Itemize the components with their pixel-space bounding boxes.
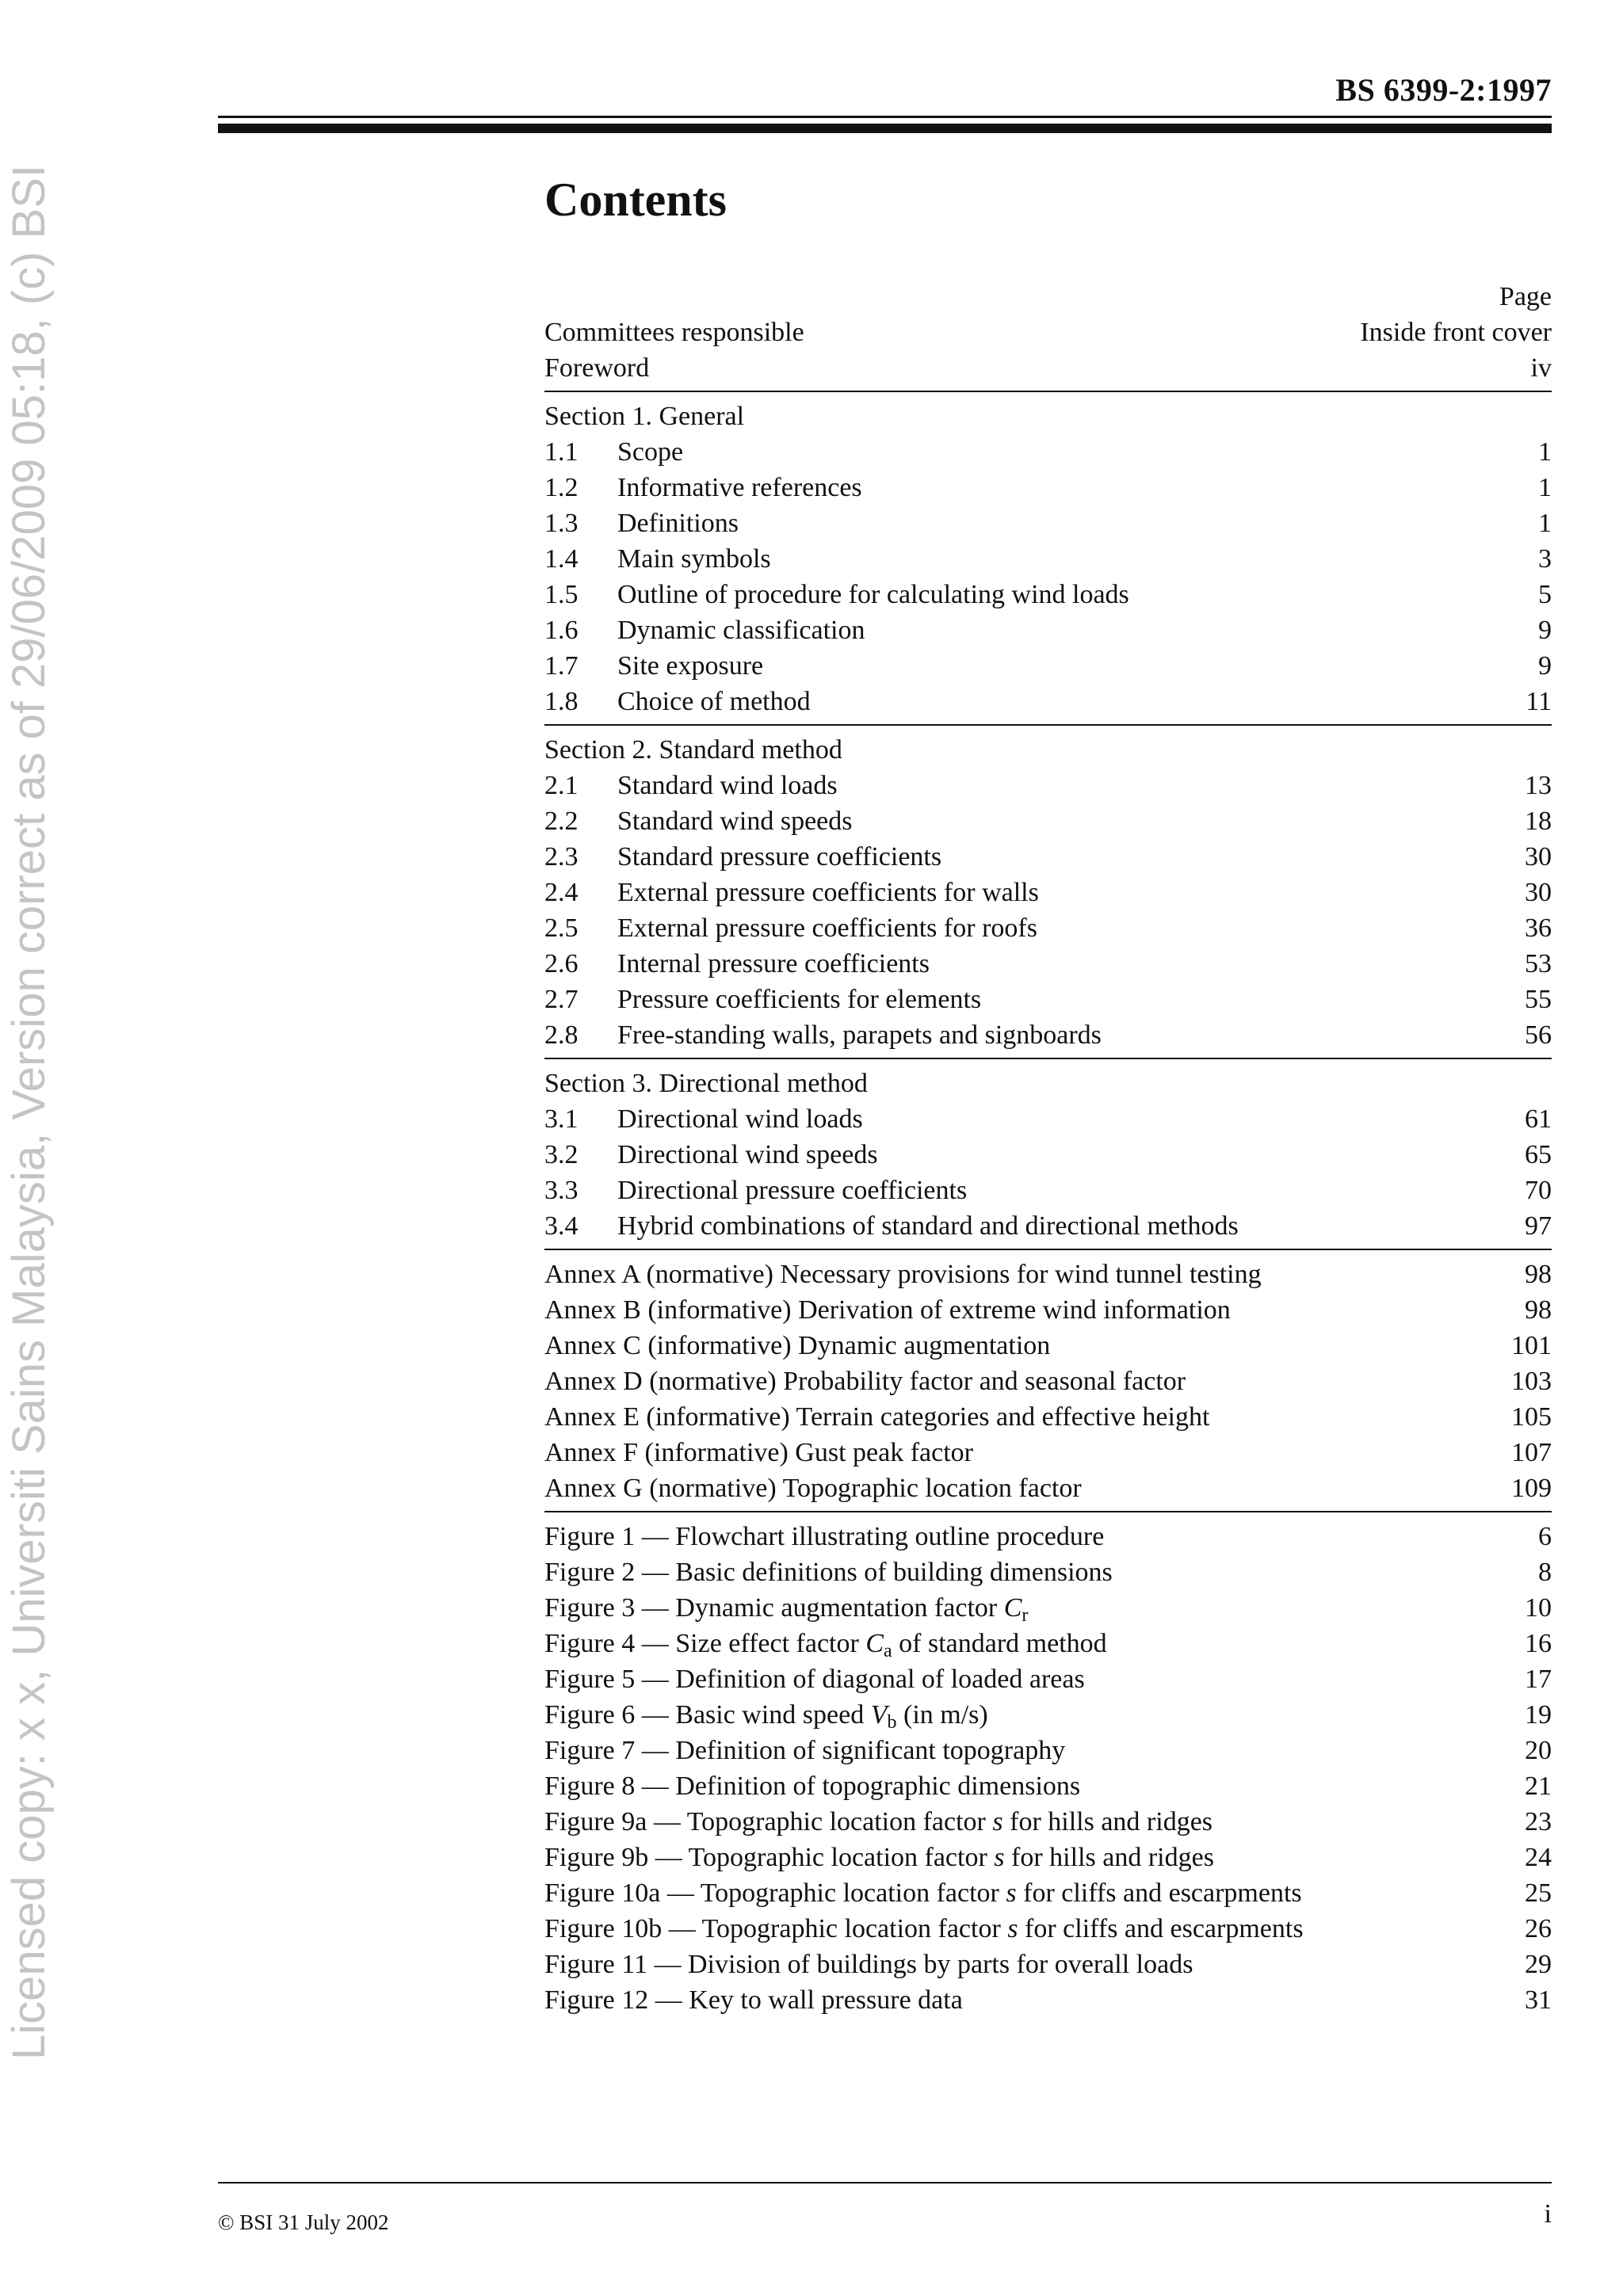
figure-title-text: Figure 4 — Size effect factor [544,1629,866,1658]
toc-entry-left [544,982,981,1017]
figure-entry-title: Figure 2 — Basic definitions of building dimensions [544,1558,1113,1587]
figure-entry-title [544,1911,1304,1947]
toc-entry[interactable] [544,434,1552,470]
toc-entry[interactable] [544,982,1552,1017]
figure-entry-title: Figure 5 — Definition of diagonal of loaded areas [544,1665,1085,1694]
toc-entry-title: Standard wind loads [617,771,838,800]
toc-entry-title: Committees responsible [544,318,804,347]
figure-title-text: Figure 3 — Dynamic augmentation factor [544,1593,1004,1623]
figure-entry[interactable] [544,1911,1552,1947]
toc-entry[interactable] [544,946,1552,982]
figure-entry-title: Figure 7 — Definition of significant topography [544,1736,1066,1765]
figure-entry-page: 21 [1525,1772,1552,1801]
math-subscript: a [884,1641,892,1661]
figure-entry-title [544,1590,1028,1626]
annex-entry-title: Annex E (informative) Terrain categories and effective height [544,1402,1210,1432]
toc-entry-number: 1.5 [544,580,579,609]
toc-entry-title: Internal pressure coefficients [617,949,930,978]
figure-entry[interactable] [544,1982,1552,2018]
document-code: BS 6399-2:1997 [1335,72,1552,108]
toc-entry-page: 53 [1525,949,1552,978]
toc-entry-left [544,839,941,875]
toc-entry[interactable] [544,541,1552,577]
figure-entry-title: Figure 8 — Definition of topographic dimensions [544,1772,1081,1801]
toc-entry-number: 2.6 [544,949,579,978]
toc-entry-number: 2.2 [544,807,579,836]
toc-entry[interactable] [544,470,1552,505]
toc-entry-number: 2.4 [544,878,579,907]
header-rule-thin [218,116,1552,118]
annex-entry-title: Annex F (informative) Gust peak factor [544,1438,973,1467]
figure-entry[interactable] [544,1804,1552,1840]
toc-entry[interactable] [544,1101,1552,1137]
toc-entry[interactable] [544,1173,1552,1208]
math-symbol: C [865,1629,884,1658]
toc-entry-number: 1.1 [544,437,579,467]
toc-entry-number: 3.1 [544,1104,579,1134]
toc-entry[interactable] [544,315,1552,350]
section-heading[interactable] [544,399,1552,434]
figure-title-text: Figure 10b — Topographic location factor [544,1914,1008,1943]
toc-entry-left [544,803,853,839]
figure-entry[interactable] [544,1947,1552,1982]
toc-entry-page: 1 [1538,437,1552,467]
math-subscript: r [1022,1605,1029,1626]
figure-entry-title: Figure 12 — Key to wall pressure data [544,1985,963,2015]
figure-entry-title: Figure 1 — Flowchart illustrating outline procedure [544,1522,1105,1551]
annex-entry-page: 98 [1525,1295,1552,1325]
toc-entry[interactable] [544,1137,1552,1173]
toc-entry-title: Standard pressure coefficients [617,842,942,871]
toc-entry-page: iv [1530,353,1552,383]
footer-page-number: i [1544,2199,1552,2229]
toc-entry-page: 13 [1525,771,1552,800]
figure-entry-page: 10 [1525,1593,1552,1623]
toc-entry-number: 1.8 [544,687,579,716]
toc-entry-title: Pressure coefficients for elements [617,985,982,1014]
figure-entry-page: 6 [1538,1522,1552,1551]
figure-title-text: for cliffs and escarpments [1016,1878,1302,1908]
annex-entry-page: 98 [1525,1260,1552,1289]
page-column-label-row [544,279,1552,315]
toc-entry[interactable] [544,910,1552,946]
toc-entry-page: 30 [1525,842,1552,871]
figure-title-text: Figure 9a — Topographic location factor [544,1807,993,1836]
figure-entry[interactable] [544,1733,1552,1768]
figure-title-text: for hills and ridges [1004,1843,1214,1872]
figure-title-text: for cliffs and escarpments [1018,1914,1304,1943]
toc-entry-title: Choice of method [617,687,811,716]
figure-title-text: for hills and ridges [1002,1807,1213,1836]
toc-entry-title: Standard wind speeds [617,807,853,836]
section-heading-label: Section 3. Directional method [544,1069,868,1098]
figure-entry-page: 31 [1525,1985,1552,2015]
figure-entry-page: 24 [1525,1843,1552,1872]
toc-entry-page: 36 [1525,913,1552,943]
figure-entry-page: 26 [1525,1914,1552,1943]
toc-entry-title: Informative references [617,473,862,502]
toc-entry-page: 9 [1538,651,1552,681]
figure-title-text: Figure 10a — Topographic location factor [544,1878,1006,1908]
toc-entry-page: 3 [1538,544,1552,574]
annex-entry[interactable] [544,1257,1552,1292]
figure-title-text: Figure 6 — Basic wind speed [544,1700,871,1730]
figure-entry[interactable] [544,1626,1552,1661]
toc-entry-page: 61 [1525,1104,1552,1134]
figure-entry[interactable] [544,1590,1552,1626]
annex-entry[interactable] [544,1328,1552,1363]
toc-entry[interactable] [544,839,1552,875]
math-subscript: b [887,1712,897,1733]
toc-entry-left [544,946,930,982]
figure-entry-title: Figure 11 — Division of buildings by parts for overall loads [544,1950,1193,1979]
toc-entry-title: Hybrid combinations of standard and directional methods [617,1211,1239,1241]
figure-entry-title [544,1804,1212,1840]
annex-entry[interactable] [544,1399,1552,1435]
toc-entry-page: 1 [1538,509,1552,538]
annex-block [544,1249,1552,1506]
toc-entry[interactable] [544,1208,1552,1244]
figure-entry[interactable] [544,1840,1552,1875]
toc-entry-page: 11 [1526,687,1552,716]
annex-entry[interactable] [544,1363,1552,1399]
annex-entry-title: Annex A (normative) Necessary provisions for wind tunnel testing [544,1260,1262,1289]
figure-entry[interactable] [544,1661,1552,1697]
toc-entry-title: Directional wind loads [617,1104,863,1134]
figure-entry-title [544,1697,988,1733]
section-block [544,1058,1552,1244]
figure-entry-title [544,1875,1302,1911]
toc-entry-page: 9 [1538,616,1552,645]
toc-entry-left [544,1101,863,1137]
toc-entry-left [544,541,771,577]
figure-entry-page: 8 [1538,1558,1552,1587]
annex-entry-title: Annex C (informative) Dynamic augmentation [544,1331,1051,1360]
toc-entry[interactable] [544,768,1552,803]
annex-entry[interactable] [544,1435,1552,1470]
toc-entry-page: 5 [1538,580,1552,609]
math-symbol: s [1006,1878,1017,1908]
toc-entry-page: 30 [1525,878,1552,907]
toc-entry-left [544,470,862,505]
section-block [544,724,1552,1053]
toc-entry-left [544,1208,1239,1244]
figure-block [544,1511,1552,2018]
toc-entry[interactable] [544,648,1552,684]
toc-entry-title: Directional wind speeds [617,1140,878,1169]
toc-entry-number: 1.7 [544,651,579,681]
front-matter-block [544,315,1552,386]
section-heading-label: Section 2. Standard method [544,735,842,765]
toc-entry-title: Foreword [544,353,650,383]
toc-entry-page: 55 [1525,985,1552,1014]
figure-entry[interactable] [544,1768,1552,1804]
toc-entry-left [544,434,683,470]
figure-entry-page: 17 [1525,1665,1552,1694]
annex-entry-title: Annex G (normative) Topographic location factor [544,1474,1082,1503]
figure-entry[interactable] [544,1519,1552,1554]
toc-entry-left [544,768,838,803]
toc-entry-title: Main symbols [617,544,771,574]
toc-entry-title: Outline of procedure for calculating wind loads [617,580,1129,609]
toc-entry-left [544,910,1037,946]
toc-entry-number: 2.1 [544,771,579,800]
figure-entry-page: 25 [1525,1878,1552,1908]
toc-entry-title: Directional pressure coefficients [617,1176,968,1205]
toc-entry-title: Dynamic classification [617,616,865,645]
toc-entry-number: 2.8 [544,1020,579,1050]
toc-entry[interactable] [544,577,1552,612]
toc-entry-page: 1 [1538,473,1552,502]
math-symbol: s [992,1807,1003,1836]
toc-entry-title: External pressure coefficients for walls [617,878,1039,907]
figure-entry-page: 23 [1525,1807,1552,1836]
toc-entry-page: Inside front cover [1360,318,1552,347]
figure-entry-page: 19 [1525,1700,1552,1730]
page-title: Contents [544,174,727,226]
toc-entry-number: 3.3 [544,1176,579,1205]
annex-entry-page: 101 [1511,1331,1552,1360]
figure-entry[interactable] [544,1697,1552,1733]
figure-entry[interactable] [544,1554,1552,1590]
toc-entry-left [544,1173,967,1208]
figure-title-text: of standard method [892,1629,1107,1658]
section-heading[interactable] [544,732,1552,768]
toc-entry-number: 2.7 [544,985,579,1014]
toc-entry[interactable] [544,612,1552,648]
section-block [544,391,1552,719]
toc-entry-page: 56 [1525,1020,1552,1050]
toc-entry-left [544,1017,1102,1053]
toc-entry[interactable] [544,684,1552,719]
toc-entry-number: 3.2 [544,1140,579,1169]
annex-entry-page: 105 [1511,1402,1552,1432]
toc-entry-number: 3.4 [544,1211,579,1241]
toc-entry-number: 1.2 [544,473,579,502]
sections-container [544,391,1552,1244]
toc-entry-left [544,612,865,648]
figure-entry-title [544,1840,1214,1875]
figure-entry[interactable] [544,1875,1552,1911]
math-symbol: C [1003,1593,1022,1623]
page-column-label: Page [1499,282,1552,311]
annex-entry[interactable] [544,1470,1552,1506]
math-symbol: s [1007,1914,1018,1943]
table-of-contents [544,279,1552,2018]
annex-entry[interactable] [544,1292,1552,1328]
toc-entry-page: 70 [1525,1176,1552,1205]
toc-entry-number: 1.6 [544,616,579,645]
annex-entry-page: 103 [1511,1367,1552,1396]
figure-title-text: (in m/s) [896,1700,988,1730]
toc-entry-title: Free-standing walls, parapets and signboards [617,1020,1102,1050]
toc-entry-left [544,684,811,719]
toc-entry-left [544,1137,878,1173]
toc-entry-page: 65 [1525,1140,1552,1169]
annex-entry-page: 109 [1511,1474,1552,1503]
figure-entry-page: 29 [1525,1950,1552,1979]
footer-rule [218,2182,1552,2183]
license-watermark: Licensed copy: x x, Universiti Sains Malaysia, Version correct as of 29/06/2009 05:18, (c) BSI [3,164,55,2060]
figure-entry-page: 16 [1525,1629,1552,1658]
header-rule-thick [218,124,1552,133]
toc-entry-title: Scope [617,437,684,467]
annex-entry-title: Annex D (normative) Probability factor and seasonal factor [544,1367,1186,1396]
toc-entry-left [544,577,1129,612]
annex-entry-page: 107 [1511,1438,1552,1467]
toc-entry-left [544,875,1039,910]
toc-entry-number: 2.5 [544,913,579,943]
toc-entry-page: 97 [1525,1211,1552,1241]
toc-entry-title: Definitions [617,509,739,538]
figure-entry-page: 20 [1525,1736,1552,1765]
toc-entry[interactable] [544,505,1552,541]
figure-entry-title [544,1626,1107,1661]
toc-entry-number: 2.3 [544,842,579,871]
footer-copyright: © BSI 31 July 2002 [218,2210,389,2234]
section-heading[interactable] [544,1066,1552,1101]
toc-entry[interactable] [544,1017,1552,1053]
toc-entry-page: 18 [1525,807,1552,836]
toc-entry[interactable] [544,875,1552,910]
math-symbol: s [994,1843,1005,1872]
toc-entry-left [544,648,763,684]
math-symbol: V [870,1700,888,1730]
section-heading-label: Section 1. General [544,402,745,431]
toc-entry[interactable] [544,803,1552,839]
toc-entry-number: 1.4 [544,544,579,574]
toc-entry[interactable] [544,350,1552,386]
toc-entry-left [544,505,739,541]
toc-entry-number: 1.3 [544,509,579,538]
toc-entry-title: External pressure coefficients for roofs [617,913,1037,943]
annex-entry-title: Annex B (informative) Derivation of extreme wind information [544,1295,1231,1325]
toc-entry-title: Site exposure [617,651,764,681]
figure-title-text: Figure 9b — Topographic location factor [544,1843,995,1872]
